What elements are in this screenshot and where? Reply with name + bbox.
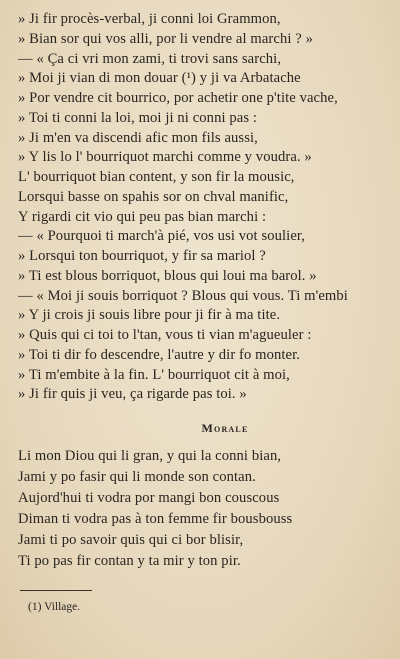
verse-line: » Quis qui ci toi to l'tan, vous ti vian m'agueuler : [18,327,312,343]
verse-line: » Ti est blous borriquot, blous qui loui ma barol. » [18,267,317,284]
footnote: (1) Village. [28,601,81,613]
verse-line: — « Pourquoi ti march'à pié, vos usi vot soulier, [18,228,306,245]
verse-line: » Y lis lo l' bourriquot marchi comme y voudra. » [18,149,312,166]
verse-line: — « Ça ci vri mon zami, ti trovi sans sarchi, [18,50,282,67]
verse-line: Lorsqui basse on spahis sor on chval manific, [18,188,289,205]
morale-line: Ti po pas fir contan y ta mir y ton pir. [18,553,241,569]
verse-line: » Ji fir quis ji veu, ça rigarde pas toi. » [18,386,247,403]
verse-line: L' bourriquot bian content, y son fir la mousic, [18,169,295,185]
verse-line: — « Moi ji souis borriquot ? Blous qui vous. Ti m'embi [18,287,348,304]
morale-line: Li mon Diou qui li gran, y qui la conni bian, [18,448,282,464]
morale-verses [18,446,392,572]
poem-verses [18,10,392,405]
footnote-divider [20,590,92,591]
verse-line: » Ji m'en va discendi afic mon fils aussi, [18,129,258,146]
verse-line: » Lorsqui ton bourriquot, y fir sa mariol ? [18,248,266,264]
morale-line: Jami ti po savoir quis qui ci bor blisir, [18,532,244,548]
verse-line: » Bian sor qui vos alli, por li vendre al marchi ? » [18,30,313,47]
morale-line: Diman ti vodra pas à ton femme fir bousbouss [18,511,293,527]
morale-heading: Morale [201,421,249,435]
verse-line: » Toi ti conni la loi, moi ji ni conni pas : [18,109,258,126]
morale-line: Jami y po fasir qui li monde son contan. [18,469,256,485]
verse-line: » Toi ti dir fo descendre, l'autre y dir fo monter. [18,346,301,363]
verse-line: Y rigardi cit vio qui peu pas bian marchi : [18,208,267,225]
verse-line: » Ti m'embite à la fin. L' bourriquot cit à moi, [18,366,290,383]
verse-line: » Moi ji vian di mon douar (¹) y ji va Arbatache [18,70,301,87]
verse-line: » Y ji crois ji souis libre pour ji fir à ma tite. [18,307,281,324]
verse-line: » Ji fir procès-verbal, ji conni loi Grammon, [18,11,281,27]
verse-line: » Por vendre cit bourrico, por achetir one p'tite vache, [18,90,338,106]
morale-line: Aujord'hui ti vodra por mangi bon couscous [18,490,280,506]
